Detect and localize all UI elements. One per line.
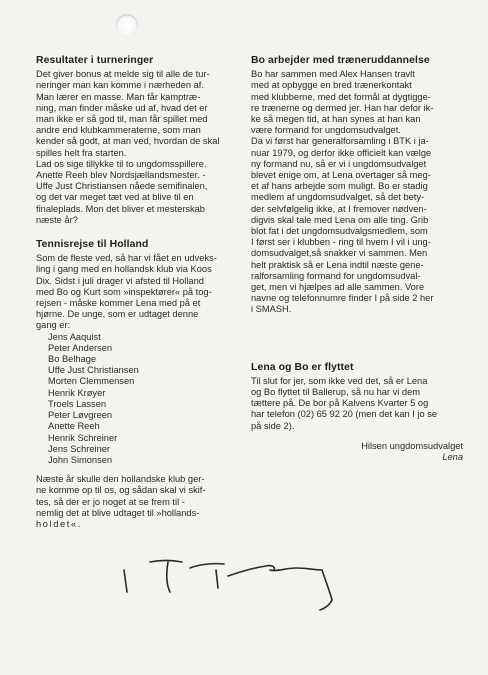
punch-hole-icon xyxy=(116,14,138,36)
player-name: Morten Clemmensen xyxy=(48,376,135,387)
heading-tournament-results: Resultater i turneringer xyxy=(36,55,154,66)
right-column xyxy=(251,55,463,463)
player-name: John Simonsen xyxy=(48,454,113,465)
paragraph-tennis-trip-closing: Næste år skulle den hollandske klub ger- ne komme op til os, og sådan skal vi skif- tes, så der er jo noget at se frem til - nemlig det at blive udtaget til »hollands- xyxy=(36,474,206,518)
heading-moved: Lena og Bo er flyttet xyxy=(251,361,354,373)
player-name: Henrik Krøyer xyxy=(48,387,106,398)
signoff-name: Lena xyxy=(442,452,463,463)
player-name: Peter Løvgreen xyxy=(48,410,113,421)
player-name: Anette Reeh xyxy=(48,421,100,432)
signoff xyxy=(251,441,463,463)
heading-tennis-trip-holland: Tennisrejse til Holland xyxy=(36,239,149,251)
player-name: Peter Andersen xyxy=(48,342,113,353)
player-name: Uffe Just Christiansen xyxy=(48,365,139,376)
player-name: Troels Lassen xyxy=(48,398,107,409)
heading-trainer-education: Bo arbejder med træneruddannelse xyxy=(251,55,430,66)
paragraph-tennis-trip-closing-last: holdet«. xyxy=(36,518,82,529)
player-name: Bo Belhage xyxy=(48,354,97,365)
selected-players-list xyxy=(36,332,244,466)
paragraph-trainer-education: Bo har sammen med Alex Hansen travlt med at opbygge en bred trænerkontakt med klubberne, med det formål at dygtigge- re trænerne og dermed jer. Han har defor ik- ke så megen tid, at han synes at han kan være formand for ungdomsudvalget. Da vi først har generalforsamling i BTK i ja- nuar 1979, og derfor ikke officielt kan vælge ny formand nu, så er vi i ungdomsudvalget blevet enige om, at Lena overtager så meg- et af hans arbejde som muligt. Bo er stadig medlem af ungdomsudvalget, så det bety- der selvfølgelig ikke, at I fremover nødven- digvis skal tale med Lena om alle ting. Grib blot fat i det ungdomsudvalgsmedlem, som I først ser i klubben - ring til hvem I vil i ung- domsudvalget,så snakker vi sammen. Men helt praktisk så er Lena indtil næste gene- ralforsamling formand for ungdomsudval- get, men vi hjælpes ad alle sammen. Vore navne og telefonnumre finder I på side 2 her i SMASH. xyxy=(251,69,434,315)
left-column xyxy=(36,55,244,530)
paragraph-moved: Til slut for jer, som ikke ved det, så er Lena og Bo flyttet til Ballerup, så nu har vi dem tættere på. De bor på Kalvens Kvarter 5 og har telefon (02) 65 92 20 (men det kan I jo se på side 2). xyxy=(251,375,438,431)
player-name: Henrik Schreiner xyxy=(48,432,118,443)
paragraph-tennis-trip-intro: Som de fleste ved, så har vi fået en udveks- ling i gang med en hollandsk klub via Koos Dix. Sidst i juli drager vi afsted til Holland med Bo og Kurt som »inspektører« på tog- rejsen - måske kommer Lena med på et hjørne. De unge, som er udtaget denne gang er: xyxy=(36,253,217,331)
signoff-greeting: Hilsen ungdomsudvalget xyxy=(361,440,463,451)
paragraph-tournament-results: Det giver bonus at melde sig til alle de tur- neringer man kan komme i nærheden af. Man lærer en masse. Man får kamptræ- ning, man finder måske ud af, hvad det er man ikke er så god til, man får spillet med andre end klubkammeraterne, som man kender så godt, at man ved, hvordan de skal spilles helt fra starten. Lad os sige tillykke til to ungdomsspillere. Anette Reeh blev Nordsjællandsmester. - Uffe Just Christiansen nåede semifinalen, og det var meget tæt ved at blive til en finaleplads. Mon det bliver et mesterskab næste år? xyxy=(36,69,220,225)
player-name: Jens Aaquist xyxy=(48,331,101,342)
handwritten-signature xyxy=(120,548,350,618)
player-name: Jens Schreiner xyxy=(48,443,111,454)
